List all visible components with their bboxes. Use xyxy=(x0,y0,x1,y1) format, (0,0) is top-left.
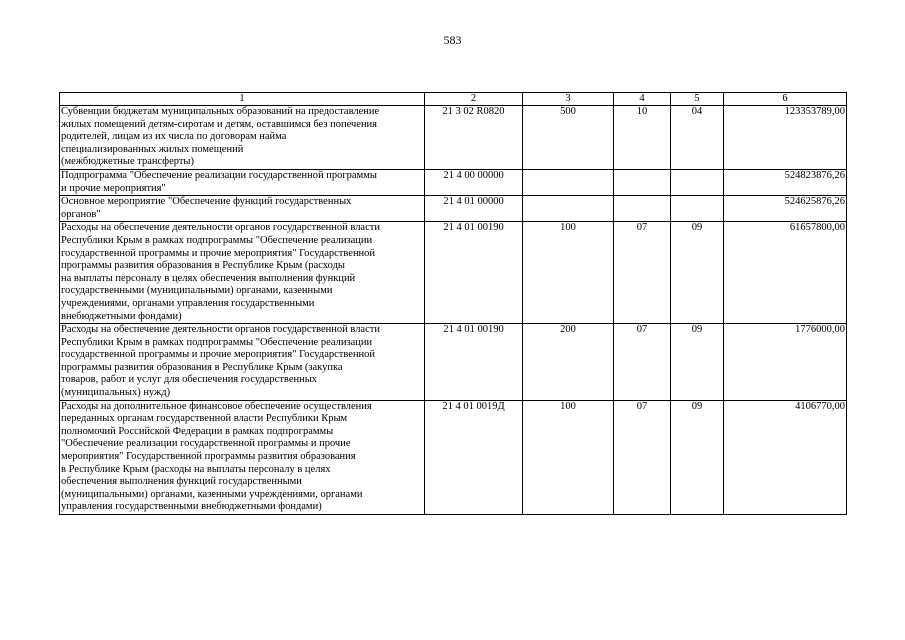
row-amount: 1776000,00 xyxy=(724,324,847,401)
row-target-code: 21 4 01 00190 xyxy=(425,222,523,324)
column-header-5: 5 xyxy=(671,93,724,106)
row-section: 07 xyxy=(614,222,671,324)
row-target-code: 21 4 01 00190 xyxy=(425,324,523,401)
table-row xyxy=(60,169,847,195)
row-expense-type: 500 xyxy=(523,106,614,170)
row-subsection: 09 xyxy=(671,222,724,324)
row-section: 07 xyxy=(614,324,671,401)
row-name: Субвенции бюджетам муниципальных образований на предоставление жилых помещений детям-сиротам и детям, оставшимся без попечения родителей, лицам из их числа по договорам найма специализированных жилых помещений (межбюджетные трансферты) xyxy=(60,106,425,170)
row-subsection: 09 xyxy=(671,400,724,514)
row-name: Подпрограмма "Обеспечение реализации государственной программы и прочие мероприятия" xyxy=(60,169,425,195)
budget-table xyxy=(59,92,847,515)
row-amount: 524625876,26 xyxy=(724,196,847,222)
row-target-code: 21 4 00 00000 xyxy=(425,169,523,195)
page-number: 583 xyxy=(443,33,462,47)
table-row xyxy=(60,324,847,401)
row-section xyxy=(614,169,671,195)
row-amount: 524823876,26 xyxy=(724,169,847,195)
column-header-1: 1 xyxy=(60,93,425,106)
row-expense-type xyxy=(523,196,614,222)
row-expense-type: 200 xyxy=(523,324,614,401)
row-amount: 4106770,00 xyxy=(724,400,847,514)
row-name: Основное мероприятие "Обеспечение функций государственных органов" xyxy=(60,196,425,222)
row-expense-type: 100 xyxy=(523,400,614,514)
row-target-code: 21 4 01 00000 xyxy=(425,196,523,222)
row-subsection xyxy=(671,196,724,222)
row-expense-type xyxy=(523,169,614,195)
row-expense-type: 100 xyxy=(523,222,614,324)
row-section: 07 xyxy=(614,400,671,514)
row-target-code: 21 4 01 0019Д xyxy=(425,400,523,514)
table-row xyxy=(60,196,847,222)
row-amount: 123353789,00 xyxy=(724,106,847,170)
column-header-2: 2 xyxy=(425,93,523,106)
row-amount: 61657800,00 xyxy=(724,222,847,324)
column-header-3: 3 xyxy=(523,93,614,106)
row-section xyxy=(614,196,671,222)
column-header-6: 6 xyxy=(724,93,847,106)
table-header-row xyxy=(60,93,847,106)
row-name: Расходы на обеспечение деятельности органов государственной власти Республики Крым в рамках подпрограммы "Обеспечение реализации государственной программы и прочие мероприятия" Государственной программы развития образования в Республике Крым (расходы на выплаты персоналу в целях обеспечения выполнения функций государственными (муниципальными) органами, казенными учреждениями, органами управления государственными внебюджетными фондами) xyxy=(60,222,425,324)
column-header-4: 4 xyxy=(614,93,671,106)
table-row xyxy=(60,222,847,324)
row-target-code: 21 3 02 R0820 xyxy=(425,106,523,170)
row-subsection: 04 xyxy=(671,106,724,170)
table-row xyxy=(60,400,847,514)
table-row xyxy=(60,106,847,170)
row-section: 10 xyxy=(614,106,671,170)
row-name: Расходы на дополнительное финансовое обеспечение осуществления переданных органам государственной власти Республики Крым полномочий Российской Федерации в рамках подпрограммы "Обеспечение реализации государственной программы и прочие мероприятия" Государственной программы развития образования в Республике Крым (расходы на выплаты персоналу в целях обеспечения выполнения функций государственными (муниципальными) органами, казенными учреждениями, органами управления государственными внебюджетными фондами) xyxy=(60,400,425,514)
row-subsection xyxy=(671,169,724,195)
row-name: Расходы на обеспечение деятельности органов государственной власти Республики Крым в рамках подпрограммы "Обеспечение реализации государственной программы и прочие мероприятия" Государственной программы развития образования в Республике Крым (закупка товаров, работ и услуг для обеспечения государственных (муниципальных) нужд) xyxy=(60,324,425,401)
row-subsection: 09 xyxy=(671,324,724,401)
